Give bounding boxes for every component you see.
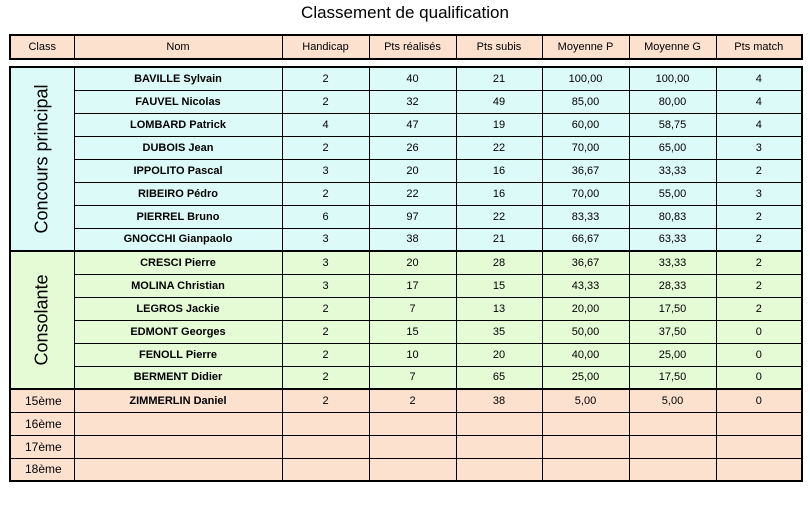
table-row [10,136,802,159]
moyenne-g-cell: 17,50 [629,297,716,320]
player-name: FAUVEL Nicolas [74,90,282,113]
col-header-pts-realises: Pts réalisés [369,35,456,59]
pts-realises-cell: 26 [369,136,456,159]
player-name: MOLINA Christian [74,274,282,297]
pts-match-cell: 2 [716,228,802,251]
handicap-cell: 2 [282,297,369,320]
table-row [10,251,802,274]
player-name: FENOLL Pierre [74,343,282,366]
moyenne-p-cell: 70,00 [542,136,629,159]
handicap-cell [282,458,369,481]
col-header-pts-subis: Pts subis [456,35,542,59]
table-row [10,366,802,389]
handicap-cell: 2 [282,90,369,113]
table-row [10,159,802,182]
moyenne-g-cell: 100,00 [629,67,716,90]
table-row [10,67,802,90]
pts-subis-cell: 38 [456,389,542,412]
col-header-pts-match: Pts match [716,35,802,59]
pts-subis-cell: 19 [456,113,542,136]
handicap-cell: 6 [282,205,369,228]
moyenne-g-cell: 5,00 [629,389,716,412]
pts-subis-cell [456,435,542,458]
handicap-cell: 2 [282,182,369,205]
pts-match-cell: 2 [716,205,802,228]
handicap-cell: 3 [282,274,369,297]
pts-realises-cell [369,412,456,435]
handicap-cell: 2 [282,389,369,412]
rank-cell: 15ème [10,389,74,412]
pts-realises-cell: 47 [369,113,456,136]
table-row [10,389,802,412]
player-name: BAVILLE Sylvain [74,67,282,90]
col-header-moyenne-g: Moyenne G [629,35,716,59]
moyenne-p-cell: 40,00 [542,343,629,366]
player-name [74,435,282,458]
moyenne-g-cell: 63,33 [629,228,716,251]
pts-realises-cell: 15 [369,320,456,343]
moyenne-g-cell: 37,50 [629,320,716,343]
header-row [10,35,802,59]
handicap-cell: 3 [282,228,369,251]
pts-subis-cell: 28 [456,251,542,274]
moyenne-g-cell: 28,33 [629,274,716,297]
pts-match-cell: 2 [716,159,802,182]
moyenne-p-cell: 36,67 [542,159,629,182]
handicap-cell: 4 [282,113,369,136]
col-header-nom: Nom [74,35,282,59]
moyenne-p-cell: 5,00 [542,389,629,412]
pts-realises-cell: 22 [369,182,456,205]
pts-match-cell [716,458,802,481]
moyenne-p-cell: 66,67 [542,228,629,251]
pts-subis-cell: 22 [456,136,542,159]
group-consolante [10,251,74,389]
table-row [10,297,802,320]
rank-cell: 16ème [10,412,74,435]
page-title: Classement de qualification [301,3,509,22]
pts-realises-cell: 10 [369,343,456,366]
pts-subis-cell: 16 [456,159,542,182]
pts-subis-cell: 20 [456,343,542,366]
pts-subis-cell: 21 [456,228,542,251]
pts-match-cell: 4 [716,90,802,113]
table-row [10,343,802,366]
pts-realises-cell: 38 [369,228,456,251]
player-name: GNOCCHI Gianpaolo [74,228,282,251]
table-row [10,90,802,113]
handicap-cell: 2 [282,136,369,159]
moyenne-g-cell: 55,00 [629,182,716,205]
pts-match-cell: 4 [716,113,802,136]
moyenne-g-cell [629,412,716,435]
pts-realises-cell: 2 [369,389,456,412]
pts-subis-cell [456,458,542,481]
pts-realises-cell [369,458,456,481]
pts-realises-cell: 20 [369,251,456,274]
rank-cell: 17ème [10,435,74,458]
pts-realises-cell: 7 [369,297,456,320]
pts-match-cell: 4 [716,67,802,90]
handicap-cell: 2 [282,343,369,366]
moyenne-p-cell: 50,00 [542,320,629,343]
moyenne-g-cell: 17,50 [629,366,716,389]
player-name: BERMENT Didier [74,366,282,389]
table-row [10,113,802,136]
table-row [10,228,802,251]
moyenne-p-cell: 83,33 [542,205,629,228]
moyenne-g-cell: 80,83 [629,205,716,228]
pts-match-cell: 0 [716,366,802,389]
table-row [10,182,802,205]
handicap-cell [282,412,369,435]
group-concours-principal [10,67,74,251]
moyenne-p-cell: 70,00 [542,182,629,205]
pts-match-cell [716,412,802,435]
col-header-class: Class [10,35,74,59]
player-name: LEGROS Jackie [74,297,282,320]
pts-match-cell: 3 [716,136,802,159]
moyenne-p-cell: 85,00 [542,90,629,113]
player-name: CRESCI Pierre [74,251,282,274]
pts-realises-cell: 17 [369,274,456,297]
col-header-handicap: Handicap [282,35,369,59]
moyenne-g-cell: 25,00 [629,343,716,366]
handicap-cell: 3 [282,251,369,274]
pts-realises-cell: 20 [369,159,456,182]
pts-subis-cell: 21 [456,67,542,90]
pts-realises-cell: 40 [369,67,456,90]
moyenne-p-cell: 25,00 [542,366,629,389]
player-name: LOMBARD Patrick [74,113,282,136]
pts-match-cell: 2 [716,251,802,274]
col-header-moyenne-p: Moyenne P [542,35,629,59]
moyenne-g-cell: 80,00 [629,90,716,113]
moyenne-p-cell: 36,67 [542,251,629,274]
player-name [74,458,282,481]
pts-realises-cell [369,435,456,458]
table-row [10,435,802,458]
pts-subis-cell: 16 [456,182,542,205]
table-row [10,412,802,435]
moyenne-p-cell [542,458,629,481]
player-name: IPPOLITO Pascal [74,159,282,182]
pts-subis-cell: 13 [456,297,542,320]
moyenne-p-cell [542,412,629,435]
pts-match-cell: 0 [716,320,802,343]
player-name: EDMONT Georges [74,320,282,343]
pts-realises-cell: 7 [369,366,456,389]
moyenne-p-cell: 20,00 [542,297,629,320]
moyenne-g-cell [629,435,716,458]
moyenne-p-cell: 100,00 [542,67,629,90]
moyenne-g-cell: 33,33 [629,159,716,182]
pts-match-cell: 2 [716,274,802,297]
handicap-cell: 2 [282,320,369,343]
table-row [10,320,802,343]
moyenne-p-cell: 60,00 [542,113,629,136]
player-name [74,412,282,435]
pts-match-cell: 3 [716,182,802,205]
group-label: Concours principal [31,84,52,234]
pts-match-cell [716,435,802,458]
table-row [10,205,802,228]
moyenne-p-cell: 43,33 [542,274,629,297]
table-row [10,458,802,481]
header-table [9,34,803,60]
player-name: DUBOIS Jean [74,136,282,159]
handicap-cell: 2 [282,366,369,389]
pts-subis-cell: 49 [456,90,542,113]
pts-realises-cell: 97 [369,205,456,228]
pts-subis-cell: 22 [456,205,542,228]
pts-match-cell: 0 [716,389,802,412]
table-row [10,274,802,297]
handicap-cell [282,435,369,458]
moyenne-g-cell: 65,00 [629,136,716,159]
pts-subis-cell: 35 [456,320,542,343]
pts-subis-cell: 65 [456,366,542,389]
player-name: RIBEIRO Pédro [74,182,282,205]
player-name: ZIMMERLIN Daniel [74,389,282,412]
player-name: PIERREL Bruno [74,205,282,228]
moyenne-g-cell [629,458,716,481]
pts-subis-cell: 15 [456,274,542,297]
moyenne-g-cell: 33,33 [629,251,716,274]
group-label: Consolante [31,274,52,366]
handicap-cell: 2 [282,67,369,90]
pts-realises-cell: 32 [369,90,456,113]
moyenne-g-cell: 58,75 [629,113,716,136]
pts-match-cell: 0 [716,343,802,366]
moyenne-p-cell [542,435,629,458]
handicap-cell: 3 [282,159,369,182]
pts-subis-cell [456,412,542,435]
rank-cell: 18ème [10,458,74,481]
pts-match-cell: 2 [716,297,802,320]
results-table [9,66,803,482]
